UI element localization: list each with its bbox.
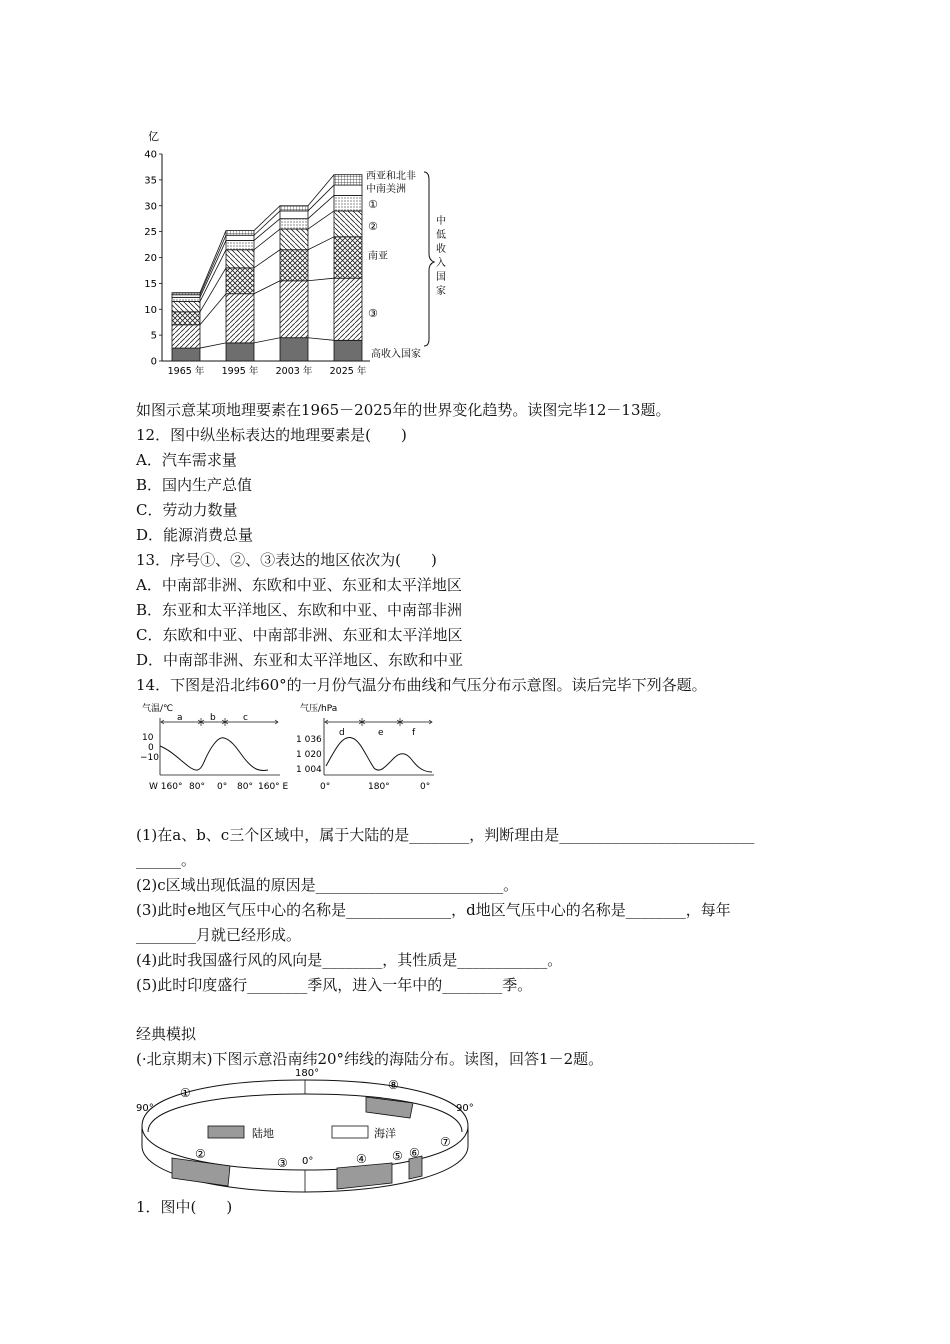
bar-segment [334,340,362,361]
pressure-xtick-0-left: 0° [320,782,331,792]
bar-segment [280,211,308,219]
legend-ocean-swatch [332,1126,368,1138]
series-connector-line [254,211,280,235]
legend-land-label: 陆地 [252,1127,274,1140]
q12-option-c: C．劳动力数量 [136,501,238,519]
x-tick-label: 1995 年 [221,366,259,377]
q13-option-b: B．东亚和太平洋地区、东欧和中亚、中南部非洲 [136,601,463,619]
marker-3: ③ [277,1156,288,1170]
land-2 [172,1158,230,1186]
temp-region-c: c [243,713,248,723]
y-tick-label: 20 [144,253,157,264]
series-connector-line [308,237,334,250]
pressure-xtick-0-right: 0° [420,782,431,792]
q14-sub-3-cont: ________月就已经形成。 [136,926,302,944]
q12-option-d: D．能源消费总量 [136,526,254,544]
pressure-ytick-1004: 1 004 [296,765,322,775]
latitude-ring-diagram [130,1066,480,1196]
temp-xtick-80w: 80° [189,782,205,792]
ring-inner-back [148,1094,462,1132]
label-circle-1: ① [368,198,378,211]
svg-text:低: 低 [436,230,446,241]
series-connector-line [200,250,226,302]
bar-segment [172,348,200,361]
label-circle-3: ③ [368,307,378,320]
q14-sub-2: (2)c区域出现低温的原因是_________________________。 [136,876,519,894]
svg-text:入: 入 [436,258,446,269]
bar-segment [334,211,362,237]
pressure-xtick-180: 180° [368,782,390,792]
q14-stem: 14．下图是沿北纬60°的一月份气温分布曲线和气压分布示意图。读后完毕下列各题。 [136,676,707,694]
bar-segment [226,240,254,249]
series-connector-line [254,338,280,343]
marker-2: ② [195,1147,206,1161]
bar-segment [334,185,362,195]
bar-segment [172,293,200,295]
temp-region-a: a [177,713,183,723]
label-90-right: 90° [456,1103,474,1114]
series-connector-line [200,231,226,293]
series-connector-line [200,268,226,312]
label-90-left: 90° [136,1103,154,1114]
temp-ytick-minus10: −10 [140,753,159,763]
bar-segment [226,235,254,240]
bar-segment [172,297,200,301]
label-circle-2: ② [368,220,378,233]
q13-option-a: A．中南部非洲、东欧和中亚、东亚和太平洋地区 [136,576,462,594]
bar-segment [334,278,362,340]
marker-1: ① [180,1086,191,1100]
marker-5: ⑤ [392,1149,403,1163]
q14-sub-1-cont: ______。 [136,851,197,869]
temp-xtick-0: 0° [217,782,228,792]
temp-ytick-10: 10 [142,733,154,743]
svg-text:家: 家 [436,286,446,297]
y-tick-label: 15 [144,278,157,290]
bar-segment [280,229,308,250]
svg-text:国: 国 [436,272,446,283]
q14-sub-3: (3)此时e地区气压中心的名称是______________，d地区气压中心的名称是________，每年 [136,901,731,919]
land-8 [366,1097,413,1118]
series-connector-line [200,294,226,325]
series-connector-line [308,338,334,341]
bar-segment [226,294,254,343]
land-4 [337,1163,392,1189]
bar-segment [280,281,308,338]
temperature-curve [160,738,268,771]
marker-4: ④ [356,1152,367,1166]
pressure-ytick-1020: 1 020 [296,750,322,760]
section-title: 经典模拟 [136,1025,197,1043]
series-connector-line [254,281,280,294]
pressure-chart [296,700,446,796]
y-tick-label: 40 [144,149,157,161]
bar-segment [172,301,200,311]
bar-segment [334,237,362,278]
series-connector-line [254,250,280,268]
series-connector-line [308,211,334,229]
bar-segment [226,250,254,268]
bar-segment [280,219,308,229]
q14-sub-5: (5)此时印度盛行________季风，进入一年中的________季。 [136,976,533,994]
bar-segment [334,175,362,185]
label-latin-america: 中南美洲 [366,184,406,195]
stacked-bar-chart [140,128,450,380]
temp-xtick-w160: W 160° [149,782,183,792]
bar-segment [226,231,254,236]
pressure-ytick-1036: 1 036 [296,735,322,745]
series-connector-line [200,235,226,295]
series-connector-line [200,343,226,348]
q13-stem: 13．序号①、②、③表达的地区依次为( ) [136,551,437,569]
pressure-axis-title: 气压/hPa [300,704,338,714]
intro-text: 如图示意某项地理要素在1965－2025年的世界变化趋势。读图完毕12－13题。 [136,401,671,419]
label-high-income: 高收入国家 [371,349,421,360]
q1-stem: 1．图中( ) [136,1198,233,1216]
pressure-region-d: d [339,728,345,738]
q14-sub-4: (4)此时我国盛行风的风向是________，其性质是____________。 [136,951,563,969]
q13-option-d: D．中南部非洲、东亚和太平洋地区、东欧和中亚 [136,651,464,669]
q12-option-b: B．国内生产总值 [136,476,253,494]
svg-text:中: 中 [436,216,446,227]
temperature-chart [140,700,290,796]
y-tick-label: 30 [144,201,157,213]
bar-segment [226,343,254,361]
y-tick-label: 10 [144,304,157,316]
x-tick-label: 2003 年 [275,366,313,377]
series-connector-line [200,240,226,297]
y-tick-label: 35 [144,175,157,187]
temp-xtick-80e: 80° [237,782,253,792]
q13-option-c: C．东欧和中亚、中南部非洲、东亚和太平洋地区 [136,626,463,644]
label-180: 180° [295,1068,320,1079]
marker-8: ⑧ [388,1078,399,1092]
bar-segment [172,312,200,325]
legend-land-swatch [208,1126,244,1138]
x-tick-label: 2025 年 [329,366,367,377]
y-tick-label: 5 [150,330,157,342]
q14-sub-1: (1)在a、b、c三个区域中，属于大陆的是________，判断理由是__________________________ [136,826,755,844]
temperature-axis-title: 气温/℃ [142,704,174,714]
label-west-asia-north-africa: 西亚和北非 [366,171,416,182]
series-connector-line [254,206,280,231]
y-unit-label: 亿 [148,130,159,143]
brace-label [436,214,446,297]
marker-7: ⑦ [440,1135,451,1149]
pressure-region-e: e [378,728,384,738]
temp-xtick-e160: 160° E [258,782,289,792]
temp-region-b: b [210,713,216,723]
bar-segment [280,250,308,281]
pressure-region-arrows [325,718,432,726]
legend-ocean-label: 海洋 [374,1127,396,1140]
marker-6: ⑥ [409,1146,420,1160]
y-tick-label: 0 [150,356,157,368]
label-south-asia: 南亚 [368,251,388,262]
brace-bracket [424,172,434,346]
q12-option-a: A．汽车需求量 [136,451,237,469]
q12-stem: 12．图中纵坐标表达的地理要素是( ) [136,426,407,444]
temp-ytick-0: 0 [148,743,154,753]
pressure-region-f: f [412,728,416,738]
bar-segment [334,195,362,211]
bar-segment [226,268,254,294]
exam-intro: (·北京期末)下图示意沿南纬20°纬线的海陆分布。读图，回答1－2题。 [136,1050,604,1068]
bar-segment [280,206,308,211]
y-tick-label: 25 [144,227,157,239]
pressure-curve [326,737,432,772]
svg-text:收: 收 [436,244,446,255]
label-0: 0° [302,1156,314,1167]
series-connector-line [308,278,334,281]
bar-segment [172,325,200,348]
series-connector-line [308,175,334,206]
x-tick-label: 1965 年 [167,366,205,377]
series-connector-line [254,219,280,241]
bar-segment [280,338,308,361]
